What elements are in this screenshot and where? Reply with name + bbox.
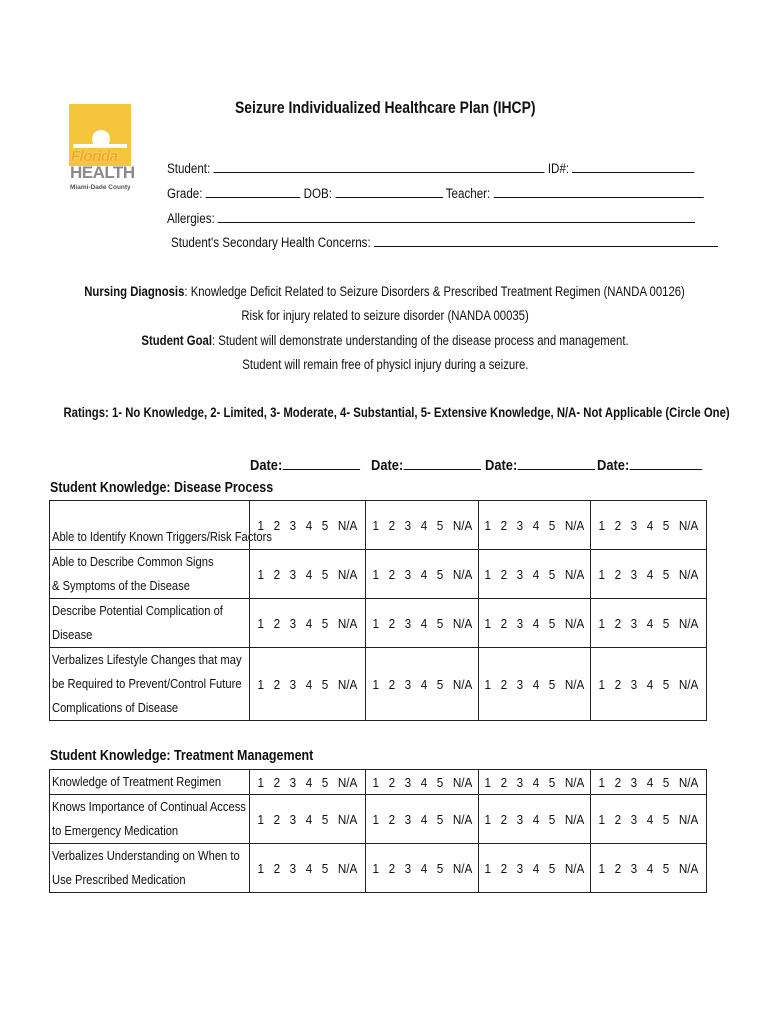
nursing-diagnosis-2: Risk for injury related to seizure disorder (NANDA 00035) — [241, 308, 529, 323]
id-label: ID#: — [547, 161, 570, 176]
grade-label: Grade: — [167, 186, 203, 201]
logo-florida-text: Florida — [71, 148, 118, 165]
student-line — [167, 160, 770, 176]
dob-field[interactable] — [335, 185, 443, 198]
rating-cell[interactable]: 1 2 3 4 5 N/A — [366, 648, 479, 721]
row-label: Able to Identify Known Triggers/Risk Factors — [50, 501, 250, 550]
date-field-1[interactable] — [282, 455, 359, 470]
student-field[interactable] — [213, 160, 544, 173]
rating-cell[interactable]: 1 2 3 4 5 N/A — [250, 844, 366, 893]
id-field[interactable] — [572, 160, 694, 173]
ratings-legend: Ratings: 1- No Knowledge, 2- Limited, 3- Moderate, 4- Substantial, 5- Extensive Knowledge, N/A- Not Applicable (Circle One) — [63, 405, 730, 420]
goal-label: Student Goal — [141, 333, 212, 348]
row-label: Describe Potential Complication of Disease — [50, 599, 250, 648]
date-field-4[interactable] — [629, 455, 701, 470]
date-field-2[interactable] — [403, 455, 480, 470]
student-goal — [0, 333, 770, 348]
rating-cell[interactable]: 1 2 3 4 5 N/A — [366, 795, 479, 844]
allergies-line — [167, 210, 770, 226]
rating-cell[interactable]: 1 2 3 4 5 N/A — [366, 844, 479, 893]
rating-cell[interactable]: 1 2 3 4 5 N/A — [250, 795, 366, 844]
rating-cell[interactable]: 1 2 3 4 5 N/A — [591, 501, 707, 550]
rating-cell[interactable]: 1 2 3 4 5 N/A — [479, 770, 591, 795]
date-label-2: Date: — [371, 457, 404, 474]
rating-cell[interactable]: 1 2 3 4 5 N/A — [366, 599, 479, 648]
grade-line — [167, 185, 770, 201]
table-row — [50, 770, 707, 795]
disease-process-table — [49, 500, 707, 721]
section-treatment-heading: Student Knowledge: Treatment Management — [50, 748, 314, 764]
dob-label: DOB: — [303, 186, 332, 201]
date-label-3: Date: — [485, 457, 518, 474]
secondary-line — [171, 234, 770, 250]
rating-cell[interactable]: 1 2 3 4 5 N/A — [479, 648, 591, 721]
goal-text: : Student will demonstrate understanding of the disease process and management. — [211, 333, 629, 348]
date-field-3[interactable] — [517, 455, 594, 470]
table-row — [50, 599, 707, 648]
row-label: Verbalizes Lifestyle Changes that may be Required to Prevent/Control Future Complications of Disease — [50, 648, 250, 721]
allergies-label: Allergies: — [167, 211, 215, 226]
section-disease-process-heading: Student Knowledge: Disease Process — [50, 480, 274, 496]
rating-cell[interactable]: 1 2 3 4 5 N/A — [366, 770, 479, 795]
table-row — [50, 795, 707, 844]
teacher-field[interactable] — [494, 185, 704, 198]
rating-cell[interactable]: 1 2 3 4 5 N/A — [250, 599, 366, 648]
rating-cell[interactable]: 1 2 3 4 5 N/A — [479, 599, 591, 648]
grade-field[interactable] — [206, 185, 301, 198]
rating-cell[interactable]: 1 2 3 4 5 N/A — [479, 501, 591, 550]
row-label: Able to Describe Common Signs & Symptoms of the Disease — [50, 550, 250, 599]
table-row — [50, 648, 707, 721]
rating-cell[interactable]: 1 2 3 4 5 N/A — [250, 550, 366, 599]
rating-cell[interactable]: 1 2 3 4 5 N/A — [479, 844, 591, 893]
rating-cell[interactable]: 1 2 3 4 5 N/A — [591, 599, 707, 648]
rating-cell[interactable]: 1 2 3 4 5 N/A — [366, 550, 479, 599]
page-title: Seizure Individualized Healthcare Plan (IHCP) — [234, 98, 536, 117]
rating-cell[interactable]: 1 2 3 4 5 N/A — [250, 770, 366, 795]
logo-county-text: Miami-Dade County — [70, 184, 131, 191]
date-label-4: Date: — [597, 457, 630, 474]
student-goal-2: Student will remain free of physicl injury during a seizure. — [241, 357, 529, 372]
rating-cell[interactable]: 1 2 3 4 5 N/A — [591, 648, 707, 721]
nursing-diagnosis — [0, 284, 770, 299]
rating-cell[interactable]: 1 2 3 4 5 N/A — [591, 795, 707, 844]
secondary-field[interactable] — [374, 234, 718, 247]
logo-health-text: HEALTH — [70, 163, 135, 182]
table-row — [50, 844, 707, 893]
rating-cell[interactable]: 1 2 3 4 5 N/A — [250, 501, 366, 550]
diagnosis-text: : Knowledge Deficit Related to Seizure Disorders & Prescribed Treatment Regimen (NANDA 00126) — [184, 284, 686, 299]
row-label: Knows Importance of Continual Access to Emergency Medication — [50, 795, 250, 844]
row-label: Knowledge of Treatment Regimen — [50, 770, 250, 795]
rating-cell[interactable]: 1 2 3 4 5 N/A — [479, 550, 591, 599]
rating-cell[interactable]: 1 2 3 4 5 N/A — [479, 795, 591, 844]
table-row — [50, 550, 707, 599]
diagnosis-label: Nursing Diagnosis — [84, 284, 185, 299]
table-row — [50, 501, 707, 550]
allergies-field[interactable] — [218, 210, 695, 223]
rating-cell[interactable]: 1 2 3 4 5 N/A — [366, 501, 479, 550]
secondary-label: Student's Secondary Health Concerns: — [171, 235, 371, 250]
teacher-label: Teacher: — [445, 186, 491, 201]
rating-cell[interactable]: 1 2 3 4 5 N/A — [250, 648, 366, 721]
rating-cell[interactable]: 1 2 3 4 5 N/A — [591, 770, 707, 795]
student-label: Student: — [167, 161, 211, 176]
row-label: Verbalizes Understanding on When to Use Prescribed Medication — [50, 844, 250, 893]
rating-cell[interactable]: 1 2 3 4 5 N/A — [591, 550, 707, 599]
treatment-management-table — [49, 769, 707, 893]
rating-cell[interactable]: 1 2 3 4 5 N/A — [591, 844, 707, 893]
date-label-1: Date: — [250, 457, 283, 474]
